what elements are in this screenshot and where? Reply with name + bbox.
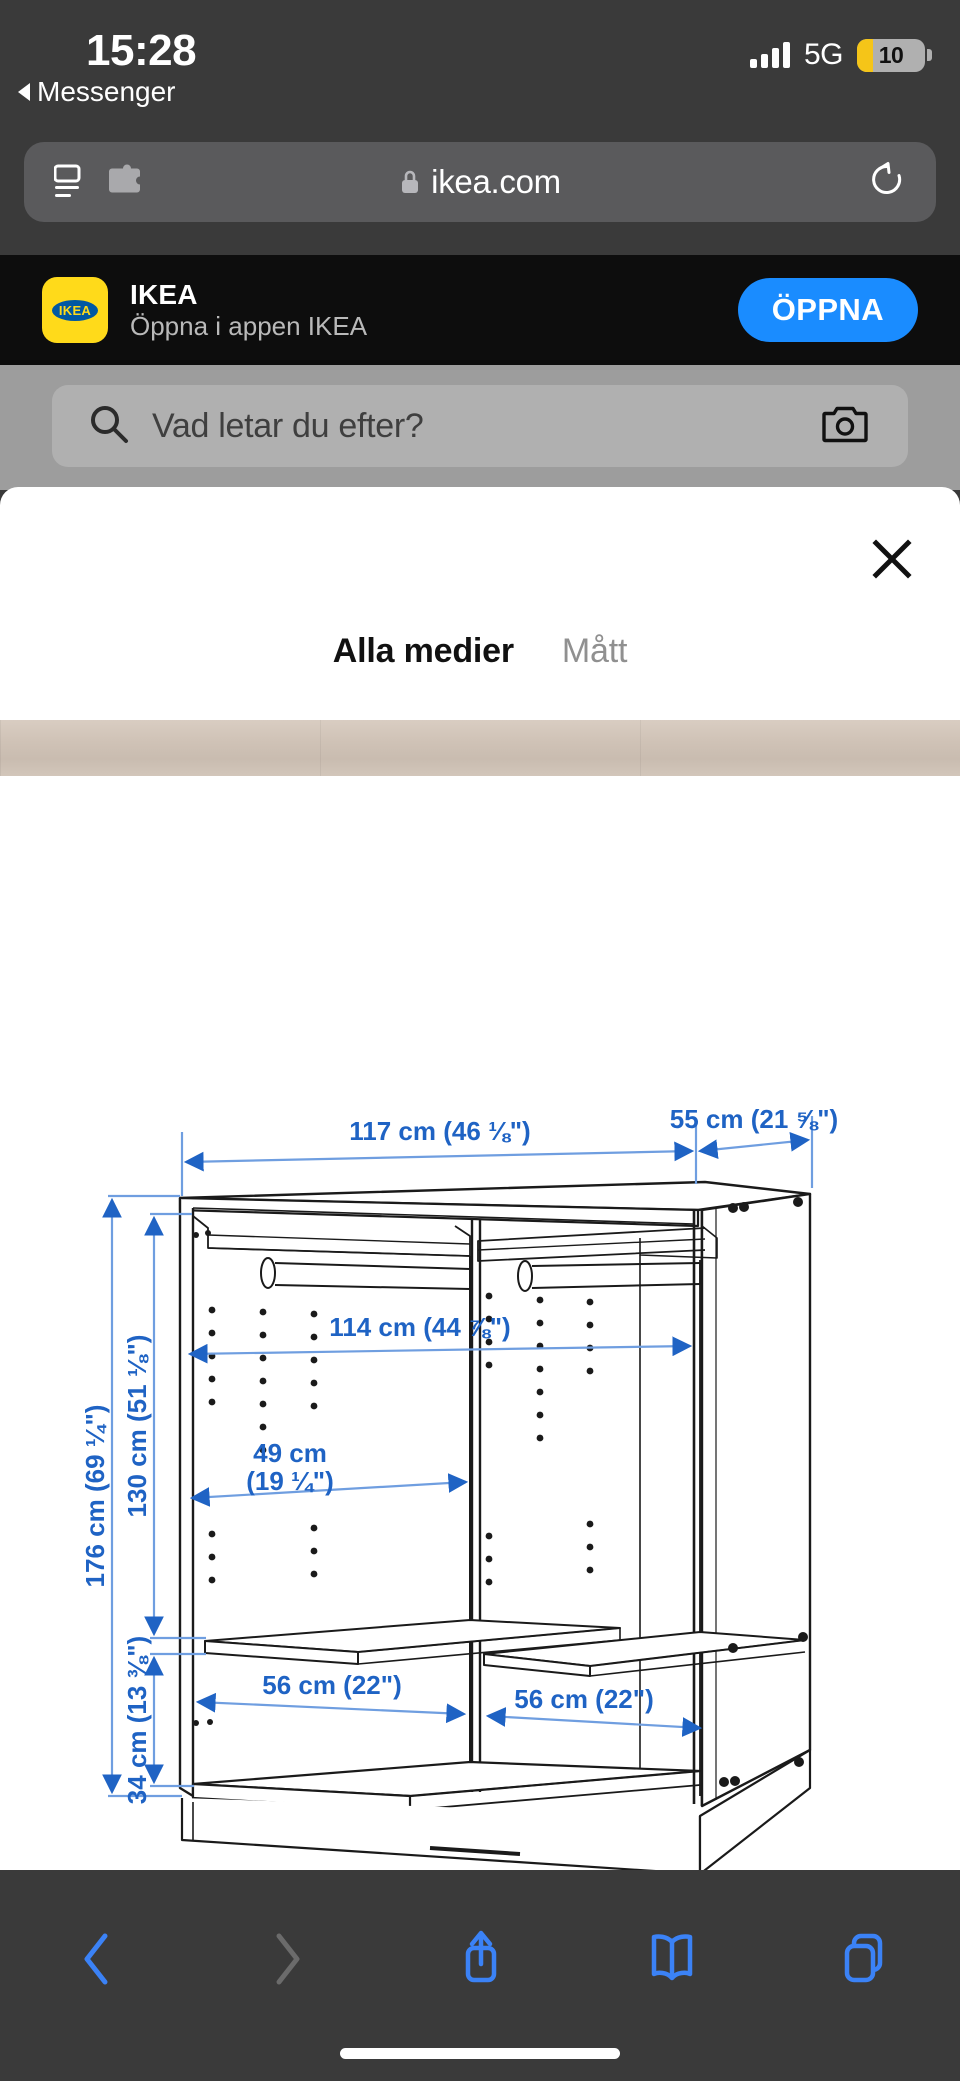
chevron-left-icon [72, 1924, 120, 1994]
tabs-button[interactable] [768, 1904, 960, 2014]
status-time: 15:28 [86, 26, 197, 75]
tabs-icon [836, 1924, 892, 1994]
app-smart-banner[interactable] [0, 255, 960, 365]
search-input[interactable]: Vad letar du efter? [152, 406, 424, 445]
book-icon [644, 1924, 700, 1994]
page-behind-modal [0, 365, 960, 490]
dimension-label-depth-interior-line1: 49 cm [253, 1438, 327, 1468]
home-indicator [340, 2048, 620, 2059]
camera-icon[interactable] [822, 404, 868, 449]
smart-banner-title: IKEA [130, 279, 198, 311]
url-text: ikea.com [431, 163, 561, 200]
share-icon [452, 1924, 508, 1994]
network-type-label: 5G [803, 38, 843, 71]
battery-percent: 10 [878, 41, 904, 68]
status-indicators [750, 38, 932, 72]
address-bar[interactable] [24, 142, 936, 222]
status-bar [0, 0, 960, 122]
bookmarks-button[interactable] [576, 1904, 768, 2014]
smart-banner-text [130, 278, 367, 342]
tab-alla-medier[interactable]: Alla medier [332, 632, 514, 670]
smart-banner-subtitle: Öppna i appen IKEA [130, 311, 368, 342]
media-tabs [0, 632, 960, 671]
forward-button[interactable] [192, 1904, 384, 2014]
dimension-label-width-total: 117 cm (46 ⅛") [349, 1116, 531, 1146]
dimension-label-height-interior: 130 cm (51 ⅛") [122, 1334, 152, 1518]
chevron-right-icon [264, 1924, 312, 1994]
triangle-left-icon [18, 83, 30, 101]
previous-media-thumbnail[interactable] [0, 720, 960, 776]
close-icon[interactable] [862, 529, 922, 589]
lock-icon [399, 168, 421, 196]
dimension-diagram[interactable] [0, 776, 960, 1870]
dimension-label-depth-interior-line2: (19 ¼") [246, 1466, 334, 1496]
back-to-app-label: Messenger [37, 76, 176, 107]
dimension-label-height-bottom: 34 cm (13 ⅜") [122, 1635, 152, 1805]
search-icon [88, 403, 130, 450]
ikea-logo-text: IKEA [50, 298, 100, 323]
site-search-bar[interactable] [52, 385, 908, 467]
ikea-logo-icon [42, 277, 108, 343]
battery-icon [857, 39, 932, 72]
back-button[interactable] [0, 1904, 192, 2014]
wardrobe-outline [180, 1182, 810, 1870]
dimension-label-depth: 55 cm (21 ⅝") [669, 1104, 839, 1134]
dimension-label-width-interior: 114 cm (44 ⅞") [329, 1312, 511, 1342]
dimension-label-shelf-left: 56 cm (22") [262, 1670, 402, 1700]
browser-toolbar [0, 1870, 960, 2081]
media-viewer-modal [0, 487, 960, 1870]
cellular-signal-icon [750, 42, 790, 68]
url-display[interactable] [24, 163, 936, 201]
reload-icon[interactable] [868, 160, 906, 205]
dimension-label-height-total: 176 cm (69 ¼") [80, 1404, 110, 1588]
back-to-app-link[interactable] [18, 76, 176, 108]
browser-chrome [0, 122, 960, 255]
dimension-label-shelf-right: 56 cm (22") [514, 1684, 654, 1714]
tab-matt[interactable]: Mått [561, 632, 628, 670]
share-button[interactable] [384, 1904, 576, 2014]
open-app-button[interactable]: ÖPPNA [738, 278, 918, 342]
